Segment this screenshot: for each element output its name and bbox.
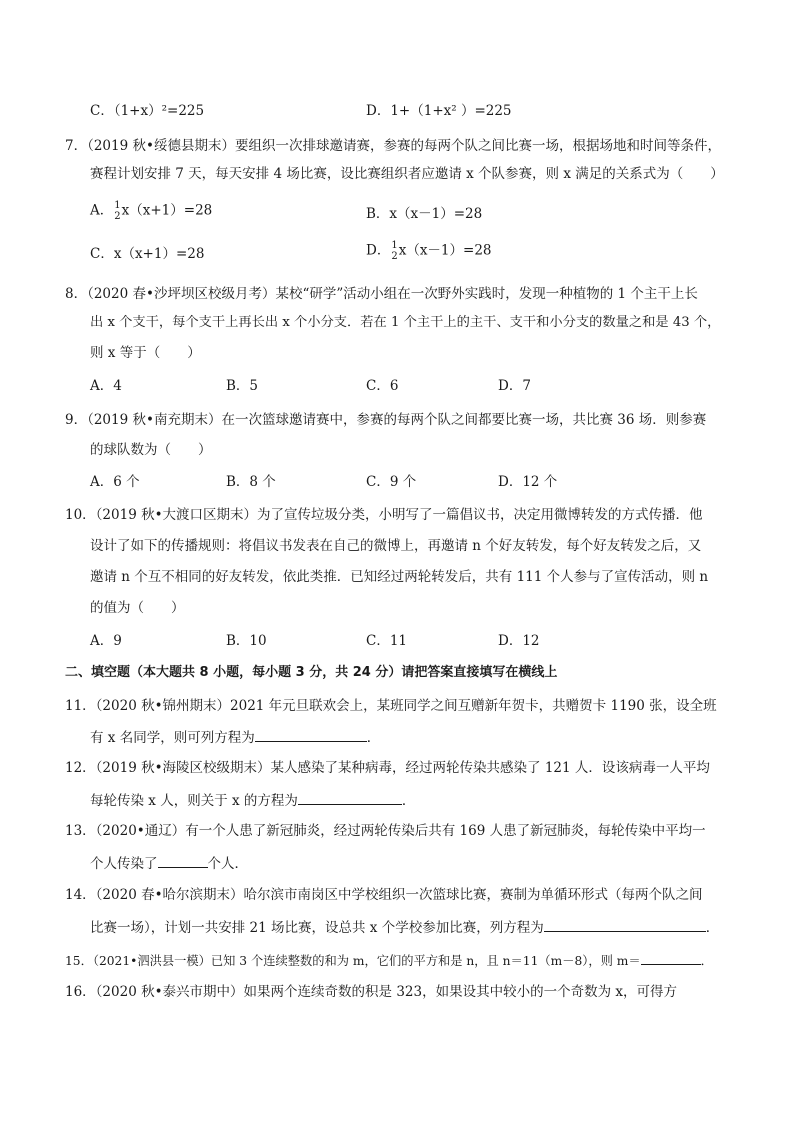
answer-blank[interactable] — [255, 727, 367, 742]
q7-stem-line2: 赛程计划安排 7 天，每天安排 4 场比赛，设比赛组织者应邀请 x 个队参赛，则 x 满足的关系式为（ ） — [90, 166, 724, 182]
q13-stem-line2: 个人传染了 个人． — [90, 853, 710, 874]
q10-stem-line4: 的值为（ ） — [90, 600, 185, 616]
q8-option-a: A．4 — [90, 378, 122, 394]
q10-stem-line1: 10．（2019 秋•大渡口区期末）为了宣传垃圾分类，小明写了一篇倡议书，决定用微博转发的方式传播．他 — [65, 507, 703, 523]
q9-stem-line2: 的球队数为（ ） — [90, 442, 212, 458]
q10-option-a: A．9 — [90, 633, 122, 649]
q8-stem-line2: 出 x 个支干，每个支干上再长出 x 个小分支．若在 1 个主干上的主干、支干和小分支的数量之和是 43 个， — [90, 315, 721, 330]
section-heading-fill-in: 二、填空题（本大题共 8 小题，每小题 3 分，共 24 分）请把答案直接填写在横线上 — [65, 665, 558, 680]
q9-stem-line1: 9．（2019 秋•南充期末）在一次篮球邀请赛中，参赛的每两个队之间都要比赛一场，共比赛 36 场．则参赛 — [65, 412, 707, 428]
q10-stem-line2: 设计了如下的传播规则：将倡议书发表在自己的微博上，再邀请 n 个好友转发，每个好友转发之后，又 — [90, 538, 702, 554]
q7-option-d: D． 1 2 x（x－1）=28 — [366, 240, 492, 262]
q10-stem-line3: 邀请 n 个互不相同的好友转发，依此类推．已知经过两轮转发后，共有 111 个人参与了宣传活动，则 n — [90, 569, 709, 585]
q7-option-b: B．x（x－1）=28 — [366, 206, 483, 222]
q11-stem-line2: 有 x 名同学，则可列方程为 ． — [90, 727, 710, 748]
q10-option-c: C．11 — [366, 633, 408, 649]
q16-stem-line1: 16．（2020 秋•泰兴市期中）如果两个连续奇数的积是 323，如果设其中较小的一个奇数为 x，可得方 — [65, 984, 678, 1000]
q8-option-b: B．5 — [226, 378, 259, 394]
q10-option-b: B．10 — [226, 633, 267, 649]
fraction: 1 2 — [114, 200, 121, 222]
q8-option-d: D．7 — [498, 378, 531, 394]
q9-option-a: A．6 个 — [90, 474, 140, 490]
q14-stem-line2: 比赛一场），计划一共安排 21 场比赛，设总共 x 个学校参加比赛，列方程为 ． — [90, 917, 710, 938]
q9-option-d: D．12 个 — [498, 474, 558, 490]
q7-stem-line1: 7．（2019 秋•绥德县期末）要组织一次排球邀请赛，参赛的每两个队之间比赛一场，根据场地和时间等条件， — [65, 138, 721, 154]
q12-stem-line1: 12．（2019 秋•海陵区校级期末）某人感染了某种病毒，经过两轮传染共感染了 121 人．设该病毒一人平均 — [65, 760, 710, 776]
q7-option-c: C．x（x+1）=28 — [90, 246, 205, 262]
q12-stem-line2: 每轮传染 x 人，则关于 x 的方程为 ． — [90, 790, 710, 811]
prev-option-d: D．1+（1+x² ）=225 — [366, 103, 512, 119]
q10-option-d: D．12 — [498, 633, 540, 649]
q9-option-b: B．8 个 — [226, 474, 276, 490]
q14-stem-line1: 14．（2020 春•哈尔滨期末）哈尔滨市南岗区中学校组织一次篮球比赛，赛制为单循环形式（每两个队之间 — [65, 887, 703, 903]
q15-stem-line1: 15．（2021•泗洪县一模）已知 3 个连续整数的和为 m，它们的平方和是 n，且 n＝11（m－8），则 m＝ ． — [65, 950, 685, 971]
q9-option-c: C．9 个 — [366, 474, 417, 490]
answer-blank[interactable] — [544, 917, 706, 932]
q8-option-c: C．6 — [366, 378, 399, 394]
q8-stem-line1: 8．（2020 春•沙坪坝区校级月考）某校“研学”活动小组在一次野外实践时，发现一种植物的 1 个主干上长 — [65, 286, 698, 302]
fraction: 1 2 — [391, 240, 398, 262]
q7-option-a: A． 1 2 x（x+1）=28 — [90, 200, 213, 222]
prev-option-c: C．（1+x）²=225 — [90, 103, 205, 119]
q8-stem-line3: 则 x 等于（ ） — [90, 345, 201, 361]
answer-blank[interactable] — [641, 950, 701, 965]
q13-stem-line1: 13．（2020•通辽）有一个人患了新冠肺炎，经过两轮传染后共有 169 人患了新冠肺炎，每轮传染中平均一 — [65, 823, 706, 839]
q11-stem-line1: 11．（2020 秋•锦州期末）2021 年元旦联欢会上，某班同学之间互赠新年贺卡，共赠贺卡 1190 张，设全班 — [65, 698, 717, 714]
answer-blank[interactable] — [158, 853, 208, 868]
answer-blank[interactable] — [298, 790, 402, 805]
